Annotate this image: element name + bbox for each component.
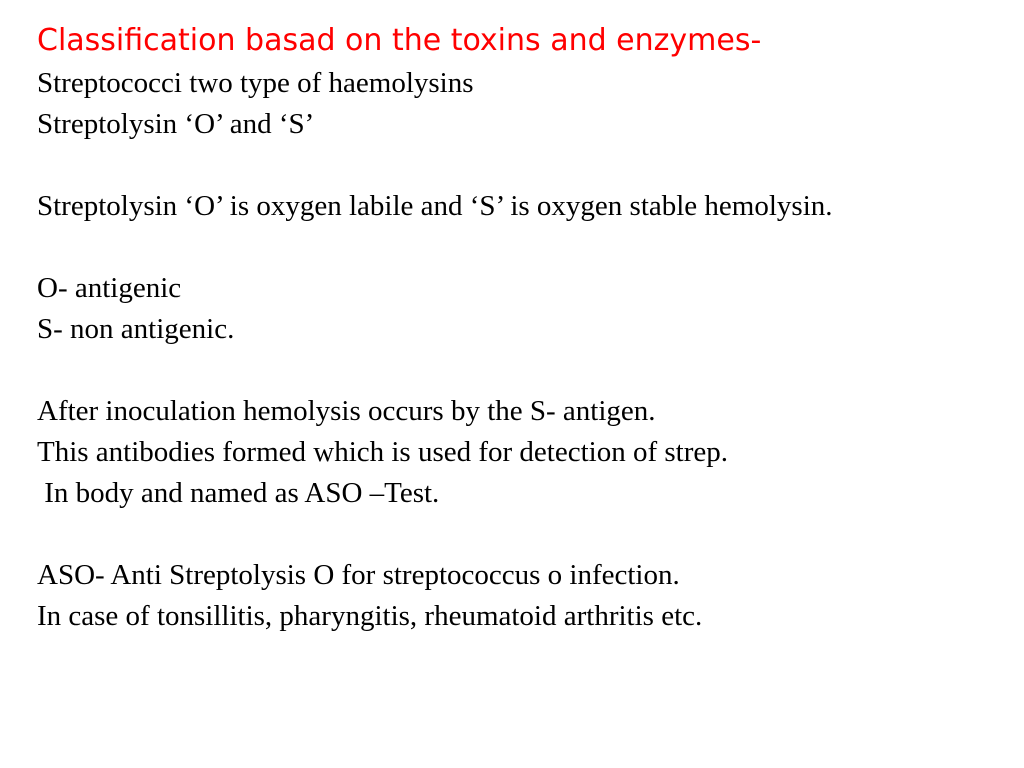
- body-line: In case of tonsillitis, pharyngitis, rheumatoid arthritis etc.: [37, 600, 703, 632]
- body-line: O- antigenic: [37, 272, 182, 304]
- body-line: ASO- Anti Streptolysis O for streptococcus o infection.: [37, 559, 680, 591]
- body-line: Streptococci two type of haemolysins: [37, 67, 474, 99]
- blank-line: [37, 145, 997, 186]
- body-line: S- non antigenic.: [37, 313, 235, 345]
- blank-line: [37, 227, 997, 268]
- body-line: In body and named as ASO –Test.: [37, 477, 440, 509]
- body-line: This antibodies formed which is used for detection of strep.: [37, 436, 729, 468]
- blank-line: [37, 350, 997, 391]
- slide-body: [37, 63, 997, 637]
- body-line: Streptolysin ‘O’ is oxygen labile and ‘S’ is oxygen stable hemolysin.: [37, 190, 833, 222]
- body-line: After inoculation hemolysis occurs by the S- antigen.: [37, 395, 656, 427]
- slide-title: Classification basad on the toxins and enzymes-: [37, 23, 762, 58]
- body-line: Streptolysin ‘O’ and ‘S’: [37, 108, 315, 140]
- blank-line: [37, 514, 997, 555]
